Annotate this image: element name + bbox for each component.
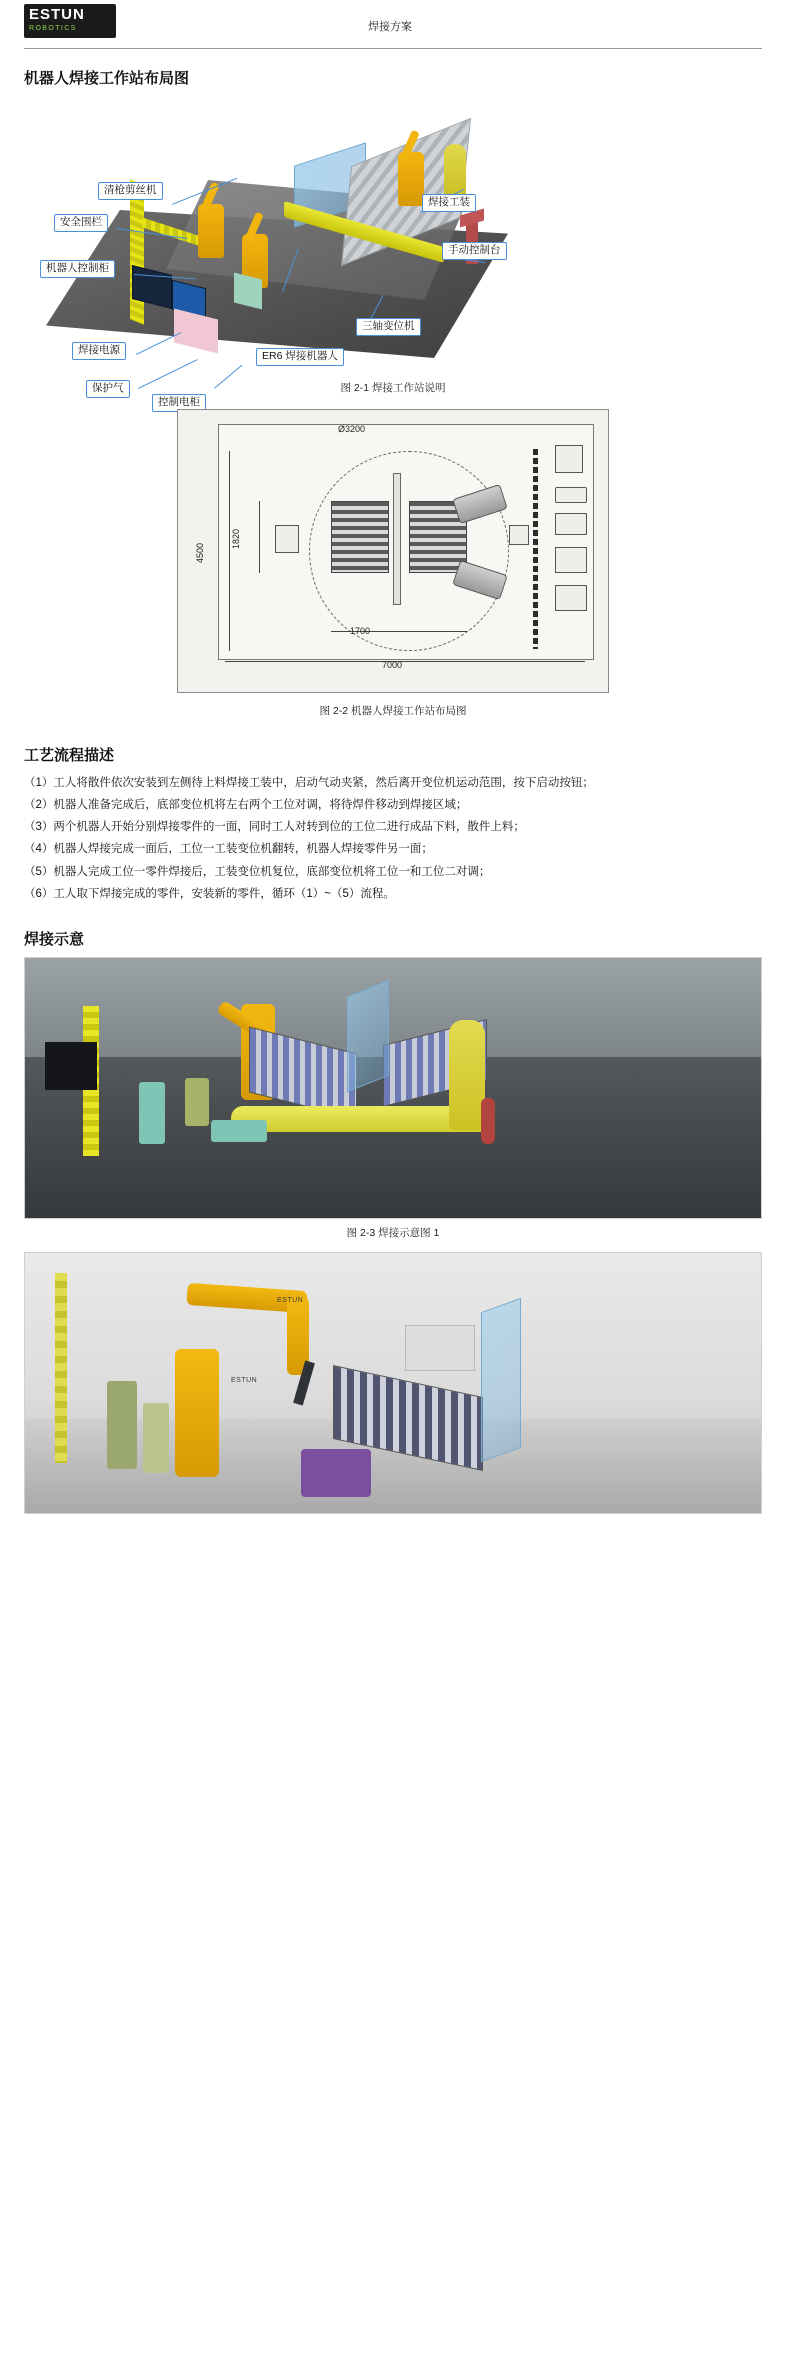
photo4-gas-unit-2 xyxy=(143,1403,169,1473)
header-divider xyxy=(24,48,762,49)
photo3-console xyxy=(481,1098,495,1144)
fixture-table-left xyxy=(331,501,389,573)
safety-fence-line xyxy=(533,449,538,649)
document-header xyxy=(0,0,786,42)
dim-label-diameter: Ø3200 xyxy=(338,424,366,434)
photo4-fence xyxy=(55,1273,67,1463)
callout-control-cabinet: 控制电柜 xyxy=(152,394,206,412)
callout-er6-welding-robot: ER6 焊接机器人 xyxy=(256,348,344,366)
photo4-glass-partition xyxy=(481,1297,521,1462)
callout-cleaning-machine: 清枪剪丝机 xyxy=(98,182,163,200)
section-title-layout: 机器人焊接工作站布局图 xyxy=(24,70,190,87)
dim-label-7000: 7000 xyxy=(382,660,403,670)
photo4-gas-unit xyxy=(107,1381,137,1469)
process-step-list xyxy=(24,773,762,904)
photo3-positioner-foot-left xyxy=(211,1120,267,1142)
figure-2-4-image xyxy=(24,1252,762,1514)
logo-sub-text: ROBOTICS xyxy=(29,25,77,32)
figure-2-3-image xyxy=(24,957,762,1219)
dim-vert-inner-line xyxy=(259,501,260,573)
photo4-brand-label-2: ESTUN xyxy=(277,1296,304,1304)
photo3-gas-unit xyxy=(185,1078,209,1126)
safety-fence-shape xyxy=(130,179,144,325)
positioner-motor-left xyxy=(275,525,299,553)
dim-label-4500: 4500 xyxy=(195,542,206,564)
robot-arm-1 xyxy=(198,204,224,258)
robot-arm-3 xyxy=(398,152,424,206)
process-step: （6）工人取下焊接完成的零件，安装新的零件，循环（1）~（5）流程。 xyxy=(24,887,395,900)
callout-manual-console: 手动控制台 xyxy=(442,242,507,260)
photo3-control-cabinet xyxy=(45,1042,97,1090)
callout-robot-control-cabinet: 机器人控制柜 xyxy=(40,260,115,278)
header-title: 焊接方案 xyxy=(368,21,412,33)
equipment-box-3 xyxy=(555,513,587,535)
photo3-glass-partition xyxy=(347,979,389,1092)
equipment-box-2 xyxy=(555,487,587,503)
process-step: （5）机器人完成工位一零件焊接后，工装变位机复位，底部变位机将工位一和工位二对调； xyxy=(24,865,491,878)
figure-2-1-caption: 图 2-1 焊接工作站说明 xyxy=(340,382,446,394)
dim-horz-line xyxy=(225,661,585,662)
equipment-box-5 xyxy=(555,585,587,611)
logo-main-text: ESTUN xyxy=(29,6,85,23)
center-partition xyxy=(393,473,401,605)
equipment-box-4 xyxy=(555,547,587,573)
workstation-render xyxy=(46,138,508,354)
figure-2-2-caption: 图 2-2 机器人焊接工作站布局图 xyxy=(319,705,467,717)
callout-welding-fixture: 焊接工装 xyxy=(422,194,476,212)
estun-logo xyxy=(24,4,116,38)
dim-vert-line xyxy=(229,451,230,651)
photo4-robot-body xyxy=(175,1349,219,1477)
photo3-operator xyxy=(449,1020,485,1130)
figure-2-2 xyxy=(177,409,609,693)
process-step: （3）两个机器人开始分别焊接零件的一面，同时工人对转到位的工位二进行成品下料，散件上料； xyxy=(24,821,525,834)
photo3-cleaning-station xyxy=(139,1082,165,1144)
process-step: （4）机器人焊接完成一面后，工位一工装变位机翻转，机器人焊接零件另一面； xyxy=(24,843,433,856)
process-step: （1）工人将散件依次安装到左侧待上料焊接工装中，启动气动夹紧，然后离开变位机运动范围，按下启动按钮； xyxy=(24,777,594,789)
equipment-box-1 xyxy=(555,445,583,473)
figure-2-3-caption: 图 2-3 焊接示意图 1 xyxy=(346,1226,440,1239)
photo4-brand-label: ESTUN xyxy=(231,1376,258,1384)
positioner-motor-right xyxy=(509,525,529,545)
photo4-fixture-block xyxy=(405,1325,475,1371)
section-title-welding-demo: 焊接示意 xyxy=(24,930,85,948)
callout-three-axis-positioner: 三轴变位机 xyxy=(356,318,421,336)
dim-label-1700: 1700 xyxy=(350,626,371,636)
section-title-process: 工艺流程描述 xyxy=(24,747,115,764)
process-step: （2）机器人准备完成后，底部变位机将左右两个工位对调，将待焊件移动到焊接区域； xyxy=(24,799,468,812)
callout-safety-fence: 安全围栏 xyxy=(54,214,108,232)
callout-shielding-gas: 保护气 xyxy=(86,380,130,398)
drawing-frame xyxy=(218,424,594,660)
callout-welding-power: 焊接电源 xyxy=(72,342,126,360)
photo4-positioner-head xyxy=(301,1449,371,1497)
dim-label-1820: 1820 xyxy=(231,528,242,550)
